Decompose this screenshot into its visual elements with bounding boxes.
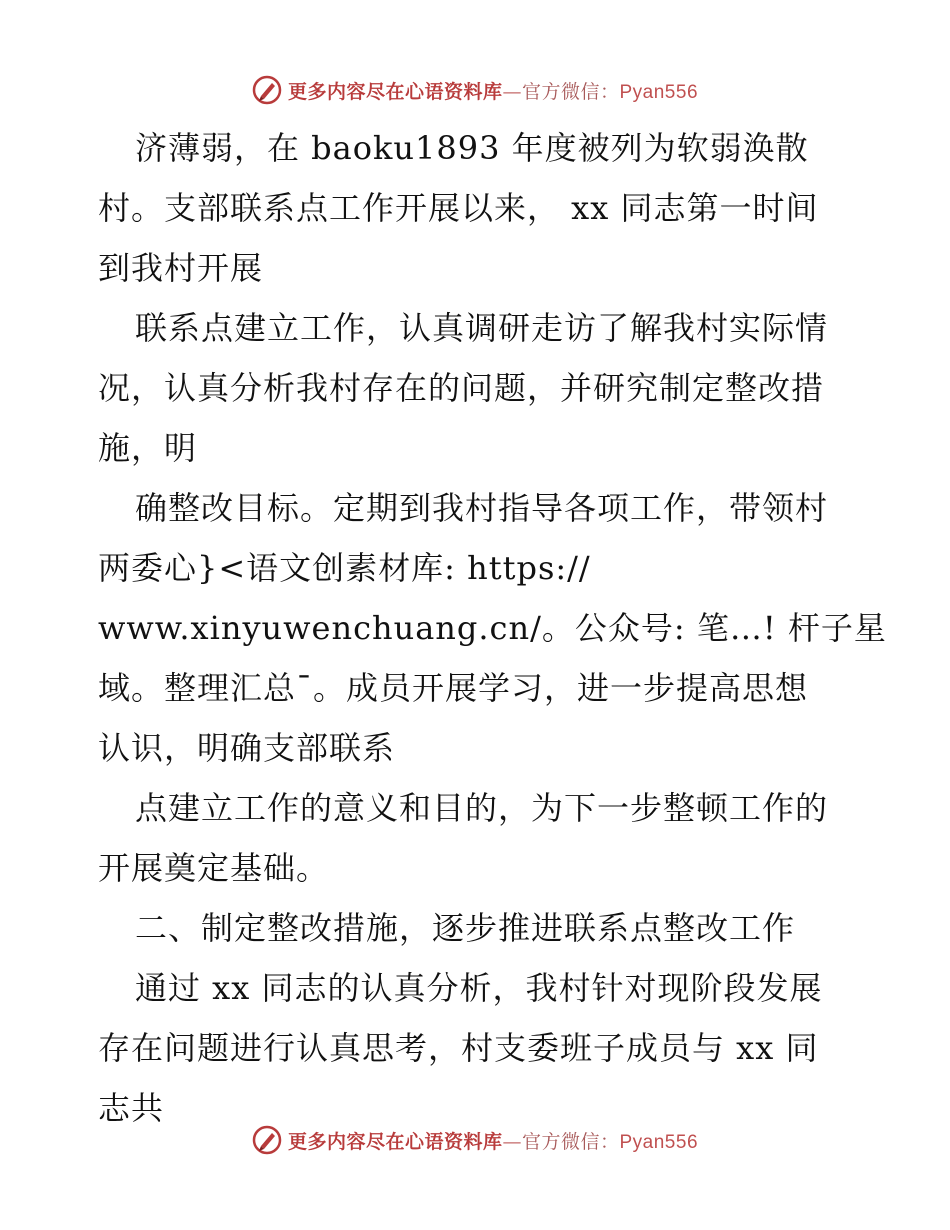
text-line: 村。支部联系点工作开展以来， xx 同志第一时间: [98, 189, 819, 227]
watermark-wechat-id: Pyan556: [619, 81, 699, 103]
watermark-text: [288, 1127, 698, 1154]
header-watermark: [0, 70, 950, 110]
text-line: 两委心}<语文创素材库: https://: [98, 549, 591, 587]
text-line: 况，认真分析我村存在的问题，并研究制定整改措: [98, 369, 825, 407]
text-line: 到我村开展: [98, 249, 264, 287]
watermark-title: 更多内容尽在心语资料库: [287, 1130, 503, 1153]
watermark-text: [288, 77, 698, 104]
brand-logo-icon: [252, 75, 282, 105]
watermark-wechat-id: Pyan556: [619, 1131, 699, 1153]
footer-watermark: [0, 1120, 950, 1160]
section-heading: 二、制定整改措施，逐步推进联系点整改工作: [135, 909, 796, 947]
text-line: 点建立工作的意义和目的，为下一步整顿工作的: [135, 789, 829, 827]
text-line: 存在问题进行认真思考，村支委班子成员与 xx 同: [98, 1029, 819, 1067]
brand-logo-icon: [252, 1125, 282, 1155]
text-line: 确整改目标。定期到我村指导各项工作，带领村: [135, 489, 829, 527]
watermark-wechat-label: 官方微信：: [521, 1130, 620, 1153]
text-line: 施，明: [98, 429, 198, 467]
text-line: 认识，明确支部联系: [98, 729, 396, 767]
text-line: 济薄弱，在 baoku1893 年度被列为软弱涣散: [135, 129, 809, 167]
watermark-wechat-label: 官方微信：: [521, 80, 620, 103]
text-line: 域。整理汇总¯。成员开展学习，进一步提高思想: [98, 669, 809, 707]
document-body: [98, 118, 887, 1138]
watermark-dash: —: [502, 80, 522, 103]
text-line: 通过 xx 同志的认真分析，我村针对现阶段发展: [135, 969, 823, 1007]
text-line: 联系点建立工作，认真调研走访了解我村实际情: [135, 309, 829, 347]
text-line: 开展奠定基础。: [98, 849, 330, 887]
text-line: 志共: [98, 1089, 165, 1127]
watermark-dash: —: [502, 1130, 522, 1153]
text-line: www.xinyuwenchuang.cn/。公众号: 笔…! 杆子星: [98, 609, 887, 647]
watermark-title: 更多内容尽在心语资料库: [287, 80, 503, 103]
